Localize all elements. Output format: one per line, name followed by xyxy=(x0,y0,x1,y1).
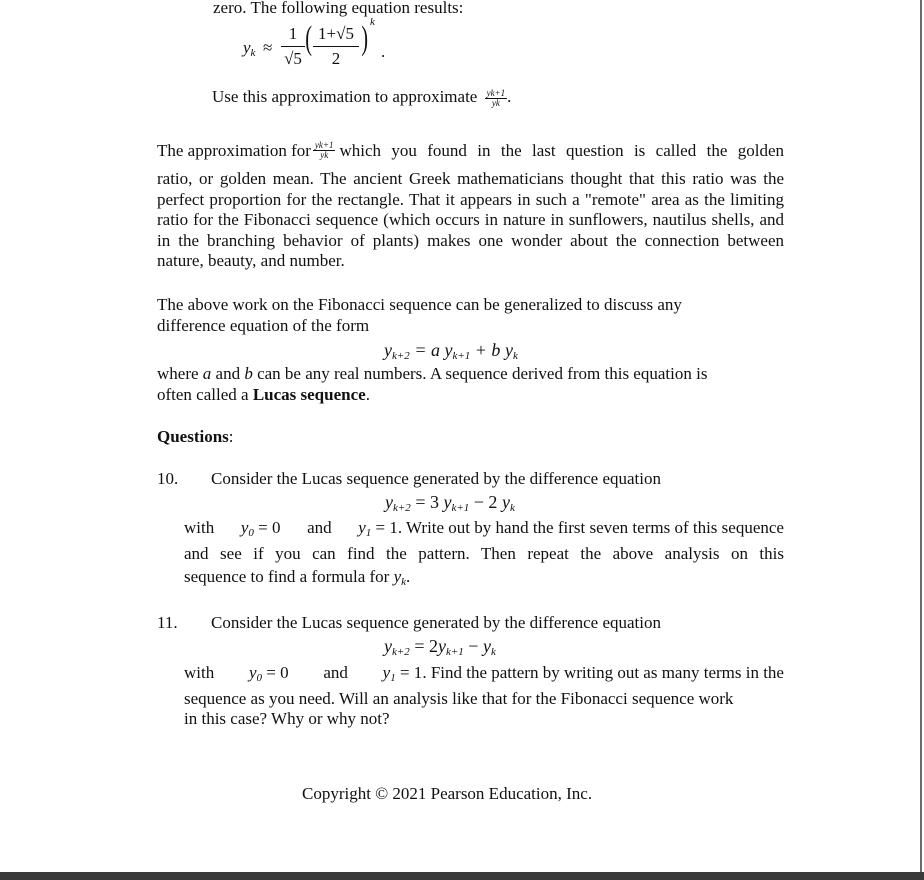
lucas-equation: $y_{k+2} = a$ $y_{k+1} + b$ $y_k$ xyxy=(384,340,518,362)
formula-y: $y_k$ xyxy=(243,38,256,59)
lucas-line2: difference equation of the form xyxy=(157,316,370,335)
q10-intro: Consider the Lucas sequence generated by the difference equation xyxy=(211,469,661,488)
page-edge-line xyxy=(920,0,922,872)
frac1-num: 1 xyxy=(288,24,298,43)
golden-ratio-fraction: $\frac{yk+1}{yk}$ xyxy=(314,140,334,160)
copyright-footer: Copyright © 2021 Pearson Education, Inc. xyxy=(302,784,593,803)
q11-number: 11. xyxy=(157,613,178,632)
paren-open: ( xyxy=(305,20,313,57)
q10-line1: with $y_0 = 0$ and $y_1 = 1$. Write out by hand the first seven terms of this sequence xyxy=(184,518,784,539)
golden-ratio-paragraph xyxy=(157,141,784,272)
golden-line1: The approximation for $\frac{yk+1}{yk}$ which you found in the last question is called the golden xyxy=(157,141,784,163)
frac1-bar xyxy=(281,46,305,47)
approx-symbol: ≈ xyxy=(263,38,273,57)
use-approximation-line: Use this approximation to approximate $\frac{yk+1}{yk}$ . xyxy=(212,87,512,108)
frac1-den: √5 xyxy=(284,49,302,68)
golden-rest: ratio, or golden mean. The ancient Greek mathematicians thought that this ratio was the perfect proportion for the rectangle. That it appears in such a "remote" area as the limiting ratio for the Fibonacci sequence (which occurs in nature in sunflowers, nautilus shells, and in the branching behavior of plants) makes one wonder about the connection between nature, beauty, and number. xyxy=(157,169,784,271)
frac2-bar xyxy=(313,46,359,47)
q10-line3: sequence to find a formula for $y_k$. xyxy=(184,567,411,588)
q11-line2: sequence as you need. Will an analysis like that for the Fibonacci sequence work xyxy=(184,689,734,708)
paren-close: ) xyxy=(361,20,369,57)
bottom-scroll-bar[interactable] xyxy=(0,872,924,880)
lucas-line3: where a and b can be any real numbers. A sequence derived from this equation is xyxy=(157,364,708,383)
q10-number: 10. xyxy=(157,469,179,488)
q11-intro: Consider the Lucas sequence generated by the difference equation xyxy=(211,613,661,632)
lucas-line4: often called a Lucas sequence. xyxy=(157,385,370,404)
frac2-num: 1+√5 xyxy=(318,24,354,43)
lucas-line1: The above work on the Fibonacci sequence can be generalized to discuss any xyxy=(157,295,682,314)
intro-line: zero. The following equation results: xyxy=(213,0,464,17)
exponent-k: k xyxy=(370,16,375,28)
q11-equation: $y_{k+2} = 2y_{k+1} - y_k$ xyxy=(384,636,496,658)
frac2-den: 2 xyxy=(331,49,341,68)
questions-heading: Questions: xyxy=(157,427,234,446)
formula-period: . xyxy=(381,42,386,61)
ratio-fraction: $\frac{yk+1}{yk}$ xyxy=(486,87,506,108)
q10-line2: and see if you can find the pattern. Then repeat the above analysis on this xyxy=(184,544,784,563)
q10-equation: $y_{k+2} = 3$ $y_{k+1} - 2$ $y_k$ xyxy=(385,492,515,514)
q11-line3: in this case? Why or why not? xyxy=(184,709,390,728)
q11-line1: with $y_0 = 0$ and $y_1 = 1$. Find the pattern by writing out as many terms in the xyxy=(184,663,784,684)
